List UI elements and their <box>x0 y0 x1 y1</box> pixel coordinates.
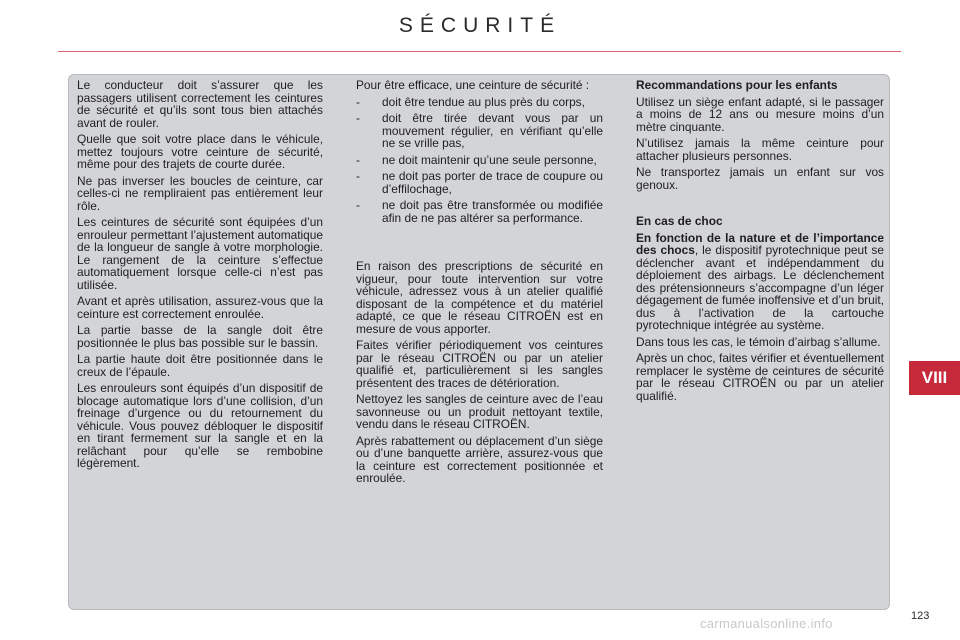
list-item <box>356 154 603 167</box>
dash-bullet-icon: - <box>356 94 360 109</box>
page-number: 123 <box>911 610 930 622</box>
paragraph <box>636 232 884 332</box>
list-item <box>356 96 603 109</box>
dash-bullet-icon: - <box>356 111 360 125</box>
list-item-text: ne doit pas être transformée ou modifiée afin de ne pas altérer sa performance. <box>382 198 603 225</box>
column-2 <box>356 79 603 489</box>
title-divider <box>58 51 901 52</box>
paragraph: Ne pas inverser les boucles de ceinture, car celles-ci ne rempliraient pas entièrement leur rôle. <box>77 173 323 213</box>
list-item <box>356 170 603 195</box>
paragraph: Utilisez un siège enfant adapté, si le passager a moins de 12 ans ou mesure moins d’un mètre cinquante. <box>636 94 884 134</box>
spacer <box>356 228 603 260</box>
paragraph: Quelle que soit votre place dans le véhicule, mettez toujours votre ceinture de sécurité, même pour des trajets de courte durée. <box>77 132 323 171</box>
paragraph: Ne transportez jamais un enfant sur vos genoux. <box>636 165 884 192</box>
column-1 <box>77 79 323 474</box>
paragraph: N’utilisez jamais la même ceinture pour attacher plusieurs personnes. <box>636 136 884 163</box>
paragraph: Les enrouleurs sont équipés d’un dispositif de blocage automatique lors d’une collision, d’un freinage d’urgence ou du retournement du véhicule. Vous pouvez débloquer le dispositif en tirant fermement sur la sangle et en la relâchant pour qu’elle se rembobine légèrement. <box>77 381 323 470</box>
list-item <box>356 112 603 150</box>
paragraph: Après un choc, faites vérifier et éventuellement remplacer le système de ceintures de sécurité par le réseau CITROËN ou par un atelier qualifié. <box>636 351 884 403</box>
paragraph: Le conducteur doit s’assurer que les passagers utilisent correctement les ceintures de sécurité et qu’ils sont tous bien attachés avant de rouler. <box>77 78 323 130</box>
paragraph: Nettoyez les sangles de ceinture avec de l’eau savonneuse ou un produit nettoyant textile, vendu dans le réseau CITROËN. <box>356 392 603 431</box>
dash-bullet-icon: - <box>356 152 360 167</box>
paragraph: La partie basse de la sangle doit être positionnée le plus bas possible sur le bassin. <box>77 323 323 350</box>
section-heading-children: Recommandations pour les enfants <box>636 78 838 92</box>
intro-text: Pour être efficace, une ceinture de sécurité : <box>356 78 590 92</box>
lead-bold-text: En fonction de la nature et de l’importance des chocs <box>636 230 884 257</box>
paragraph: Dans tous les cas, le témoin d’airbag s’allume. <box>636 334 881 349</box>
list-item-text: ne doit maintenir qu’une seule personne, <box>382 152 597 167</box>
list-item-text: doit être tirée devant vous par un mouvement régulier, en vérifiant qu’elle ne se vrille pas, <box>382 111 603 150</box>
requirements-list <box>356 96 603 225</box>
paragraph: La partie haute doit être positionnée dans le creux de l’épaule. <box>77 352 323 379</box>
section-heading-impact: En cas de choc <box>636 214 723 228</box>
paragraph: Après rabattement ou déplacement d’un siège ou d’une banquette arrière, assurez-vous que la ceinture est correctement positionnée et enroulée. <box>356 433 603 485</box>
lead-rest-text: , le dispositif pyrotechnique peut se déclencher avant et indépendamment du déploiement des airbags. Le déclenchement des prétensionneurs s’accompagne d’un léger dégagement de fumée inoffensive et d’un bruit, dus à l’activation de la cartouche pyrotechnique intégrée au système. <box>636 243 884 332</box>
dash-bullet-icon: - <box>356 198 360 212</box>
watermark-text: carmanualsonline.info <box>700 616 833 631</box>
page-title: SÉCURITÉ <box>398 14 562 37</box>
list-item <box>356 199 603 224</box>
chapter-tab: VIII <box>909 361 960 395</box>
paragraph: Faites vérifier périodiquement vos ceintures par le réseau CITROËN ou par un atelier qualifié et, particulièrement si les sangles présentent des traces de détérioration. <box>356 338 603 390</box>
list-item-text: doit être tendue au plus près du corps, <box>382 94 585 109</box>
paragraph: Les ceintures de sécurité sont équipées d’un enrouleur permettant l’ajustement automatique de la longueur de sangle à votre morphologie. Le rangement de la ceinture s’effectue automatiquement lorsque celle-ci n’est pas utilisée. <box>77 215 323 292</box>
spacer <box>636 195 884 215</box>
list-item-text: ne doit pas porter de trace de coupure ou d’effilochage, <box>382 169 603 196</box>
paragraph: Avant et après utilisation, assurez-vous que la ceinture est correctement enroulée. <box>77 294 323 321</box>
column-3 <box>636 79 884 406</box>
dash-bullet-icon: - <box>356 169 360 183</box>
paragraph: En raison des prescriptions de sécurité en vigueur, pour toute intervention sur votre véhicule, adressez vous à un atelier qualifié disposant de la compétence et du matériel adapté, ce que le réseau CITROËN est en mesure de vous apporter. <box>356 259 603 336</box>
